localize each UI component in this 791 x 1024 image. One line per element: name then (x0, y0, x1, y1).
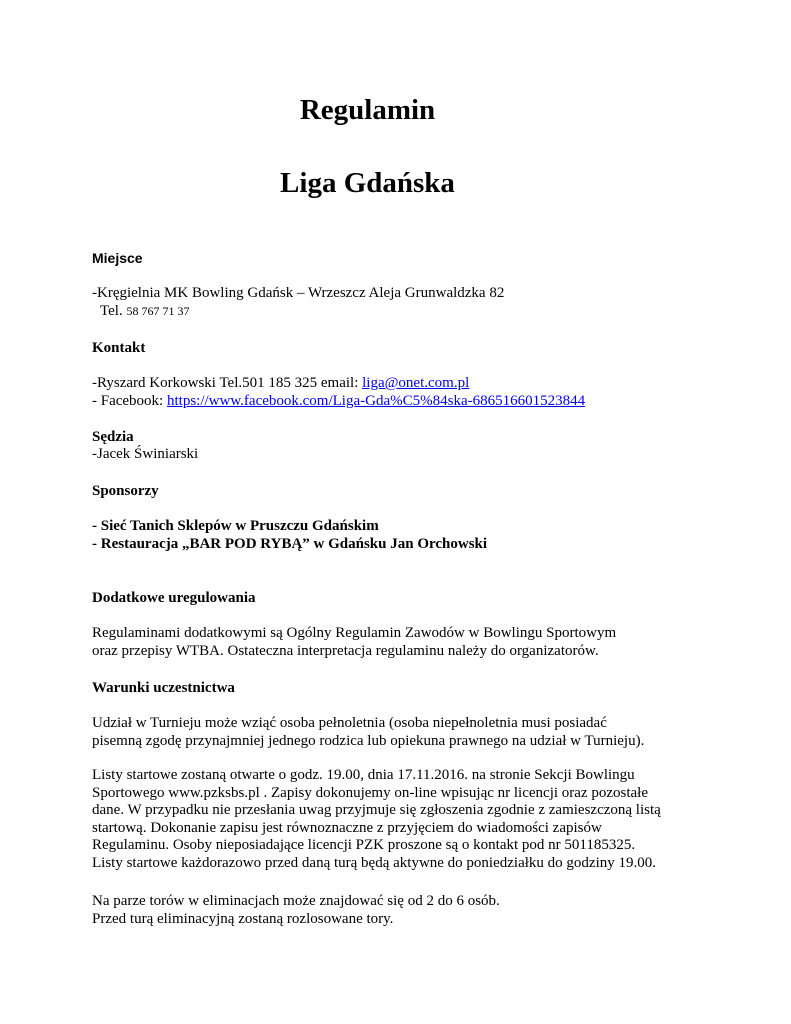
text-line: Sportowego www.pzksbs.pl . Zapisy dokonujemy on-line wpisując nr licencji oraz pozostałe (92, 784, 648, 801)
referee-name: -Jacek Świniarski (92, 446, 199, 462)
section-heading-sponsorzy: Sponsorzy (92, 483, 159, 499)
sponsors-list (92, 518, 732, 553)
sponsor-item: - Sieć Tanich Sklepów w Pruszczu Gdańskim (92, 518, 379, 534)
text-line: Regulaminu. Osoby nieposiadające licencji PZK proszone są o kontakt pod nr 501185325. (92, 837, 636, 853)
text-line: oraz przepisy WTBA. Ostateczna interpretacja regulaminu należy do organizatorów. (92, 642, 599, 659)
text-line: Udział w Turnieju może wziąć osoba pełnoletnia (osoba niepełnoletnia musi posiadać (92, 715, 607, 731)
contact-facebook-label: - Facebook: (92, 392, 167, 409)
section-kontakt-body (92, 375, 732, 410)
facebook-link[interactable]: https://www.facebook.com/Liga-Gda%C5%84ska-686516601523844 (166, 392, 586, 409)
text-line: Przed turą eliminacyjną zostaną rozlosowane tory. (92, 910, 394, 927)
text-line: Regulaminami dodatkowymi są Ogólny Regulamin Zawodów w Bowlingu Sportowym (92, 625, 617, 641)
document-title: Regulamin (299, 94, 436, 126)
section-heading-sedzia: Sędzia (92, 429, 134, 445)
contact-person-text: -Ryszard Korkowski Tel.501 185 325 email: (92, 375, 363, 391)
section-heading-warunki: Warunki uczestnictwa (92, 680, 235, 696)
text-line: startową. Dokonanie zapisu jest równoznaczne z przyjęciem do wiadomości zapisów (92, 819, 602, 836)
venue-address: -Kręgielnia MK Bowling Gdańsk – Wrzeszcz Aleja Grunwaldzka 82 (92, 285, 505, 301)
document-subtitle: Liga Gdańska (280, 167, 455, 199)
contact-facebook (92, 393, 732, 411)
text-line: dane. W przypadku nie przesłania uwag przyjmuje się zgłoszenia zgodnie z zamieszczoną listą (92, 802, 661, 818)
section-heading-dodatkowe: Dodatkowe uregulowania (92, 590, 256, 606)
text-line: Na parze torów w eliminacjach może znajdować się od 2 do 6 osób. (92, 893, 500, 909)
venue-phone-number: 58 767 71 37 (126, 303, 190, 318)
venue-phone-label: Tel. (100, 302, 123, 319)
section-heading-miejsce: Miejsce (92, 250, 143, 266)
section-miejsce-body (92, 285, 732, 320)
warunki-paragraph-1 (92, 715, 732, 750)
warunki-paragraph-3 (92, 893, 732, 928)
text-line: Listy startowe każdorazowo przed daną turą będą aktywne do poniedziałku do godziny 19.00. (92, 854, 656, 871)
sponsor-item: - Restauracja „BAR POD RYBĄ” w Gdańsku Jan Orchowski (92, 535, 488, 552)
text-line: Listy startowe zostaną otwarte o godz. 19.00, dnia 17.11.2016. na stronie Sekcji Bowlingu (92, 767, 635, 783)
section-dodatkowe-body (92, 625, 732, 660)
section-heading-kontakt: Kontakt (92, 340, 146, 356)
venue-phone (92, 303, 732, 321)
warunki-paragraph-2 (92, 767, 732, 872)
contact-email-link[interactable]: liga@onet.com.pl (362, 375, 470, 391)
text-line: pisemną zgodę przynajmniej jednego rodzica lub opiekuna prawnego na udział w Turnieju). (92, 732, 645, 749)
contact-person (92, 375, 732, 393)
